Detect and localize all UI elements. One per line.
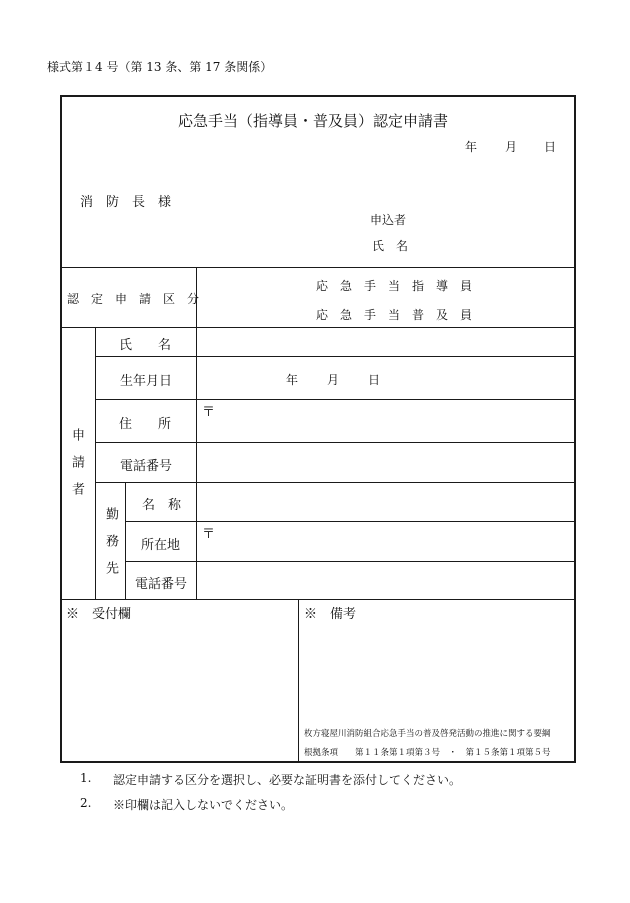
birthdate-month: 月 [327, 373, 340, 387]
applicant-label: 申込者 [370, 213, 407, 227]
rule-text: 枚方寝屋川消防組合応急手当の普及啓発活動の推進に関する要綱 [304, 729, 551, 739]
note-text: ※印欄は記入しないでください。 [113, 798, 294, 812]
category-option-promoter[interactable]: 応 急 手 当 普 及 員 [316, 308, 473, 322]
basis-label: 根拠条項 [304, 748, 339, 758]
date-year: 年 [465, 140, 478, 154]
form-title: 応急手当（指導員・普及員）認定申請書 [178, 112, 449, 130]
birthdate-day: 日 [368, 373, 381, 387]
postal-mark-icon: 〒 [202, 405, 216, 420]
basis-text: 第１１条第１項第３号 ・ 第１５条第１項第５号 [355, 748, 551, 758]
remarks-label: ※ 備考 [304, 607, 357, 622]
address-label: 住 所 [119, 417, 172, 432]
note-text: 認定申請する区分を選択し、必要な証明書を添付してください。 [113, 773, 462, 787]
note-number: 1. [80, 771, 92, 785]
date-day: 日 [544, 140, 557, 154]
workplace-section-label: 勤務先 [103, 507, 118, 588]
category-label: 認 定 申 請 区 分 [67, 292, 200, 306]
date-month: 月 [505, 140, 518, 154]
reception-label: ※ 受付欄 [66, 607, 132, 622]
form-number: 様式第１4 号（第 13 条、第 17 条関係） [47, 60, 273, 74]
addressee: 消 防 長 様 [80, 195, 172, 210]
workplace-location-label: 所在地 [141, 538, 181, 553]
birthdate-label: 生年月日 [120, 374, 173, 389]
workplace-name-label: 名 称 [142, 498, 182, 513]
name-label: 氏 名 [119, 338, 172, 353]
applicant-name-label: 氏 名 [372, 239, 409, 253]
workplace-phone-label: 電話番号 [135, 577, 188, 592]
birthdate-year: 年 [286, 373, 299, 387]
category-option-instructor[interactable]: 応 急 手 当 指 導 員 [316, 279, 473, 293]
workplace-postal-mark-icon: 〒 [202, 527, 216, 542]
note-number: 2. [80, 796, 92, 810]
phone-label: 電話番号 [120, 459, 173, 474]
applicant-section-label: 申請者 [69, 428, 84, 509]
